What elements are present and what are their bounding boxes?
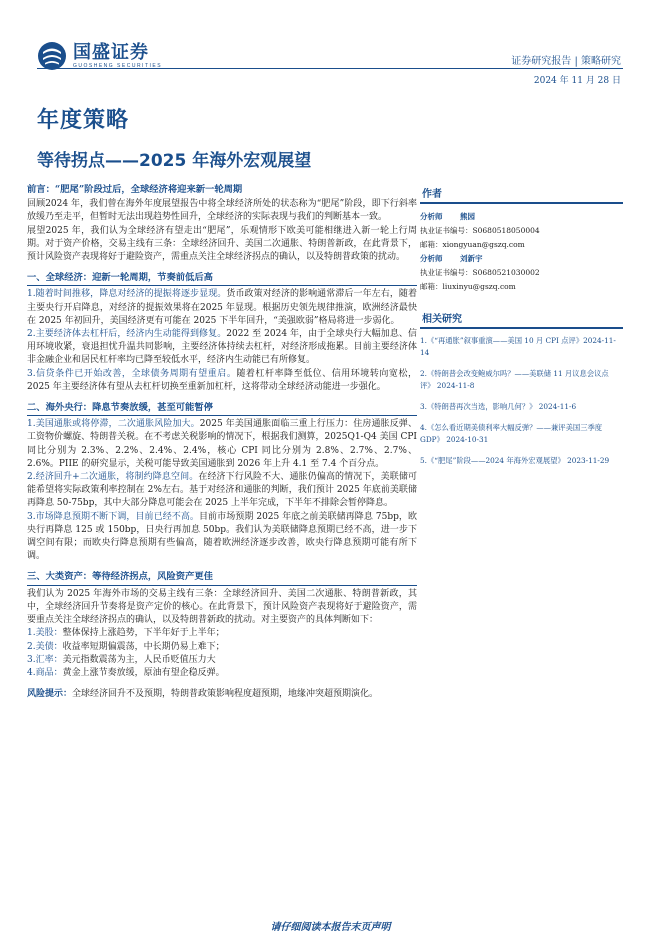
section-1-item-1: 1.随着时间推移，降息对经济的提振将逐步显现。货币政策对经济的影响通常滞后一年左右，随着主要央行开启降息，对经济的提振效果将在2025 年显现。根据历史领先规律推演，欧洲经济最快在 2025 年初回升，美国经济更有可能在 2025 下半年回升，“美强欧弱”格局将进一步弱化。 xyxy=(27,289,417,326)
section-1-heading: 一、全球经济：迎新一轮周期，节奏前低后高 xyxy=(27,271,417,286)
risk-warning: 风险提示：全球经济回升不及预期，特朗普政策影响程度超预期，地缘冲突超预期演化。 xyxy=(27,689,379,700)
report-title: 等待拐点——2025 年海外宏观展望 xyxy=(37,151,312,171)
report-date: 2024 年 11 月 28 日 xyxy=(533,76,621,86)
related-research-item[interactable]: 5.《“肥尾”阶段——2024 年海外宏观展望》 2023-11-29 xyxy=(420,456,610,465)
report-type-title: 年度策略 xyxy=(37,108,130,133)
report-category: 证券研究报告 | 策略研究 xyxy=(511,56,621,67)
author-1-name: 熊园 xyxy=(460,212,475,221)
section-2-item-3-highlight: 3.市场降息预期不断下调，目前已经不高。 xyxy=(27,511,199,522)
asset-item: 1.美股：整体保持上涨趋势，下半年好于上半年； xyxy=(27,628,225,639)
brand-name-cn: 国盛证券 xyxy=(73,41,149,63)
related-research-item[interactable]: 1.《“再通胀”叙事重演——美国 10 月 CPI 点评》2024-11-14 xyxy=(420,336,616,357)
author-2-cert: 执业证书编号：S0680521030002 xyxy=(420,268,540,277)
section-2-item-3: 3.市场降息预期不断下调，目前已经不高。目前市场预期 2025 年底之前美联储再降息 75bp，欧央行再降息 125 或 150bp，日央行再加息 50bp。我们认为美联储降息预期已经不高，进一步下调空间有限；而欧央行降息预期有些偏高，随着欧洲经济逐步改善，欧央行降息预期可能有所下调。 xyxy=(27,511,417,562)
author-2-name: 刘新宇 xyxy=(460,254,483,263)
section-2-heading: 二、海外央行：降息节奏放缓，甚至可能暂停 xyxy=(27,401,417,416)
risk-label: 风险提示： xyxy=(27,689,73,700)
section-1-item-2: 2.主要经济体去杠杆后，经济内生动能得到修复。2022 至 2024 年，由于全球央行大幅加息、信用环境收紧，衰退担忧升温共同影响，主要经济体持续去杠杆，对经济形成拖累。目前主要经济体非金融企业和居民杠杆率均已降至较低水平，经济内生动能已有所修复。 xyxy=(27,329,417,366)
asset-item: 4.商品：黄金上涨节奏放缓，原油有望企稳反弹。 xyxy=(27,667,225,678)
asset-item: 2.美债：收益率短期偏震荡，中长期仍易上难下； xyxy=(27,641,225,652)
author-2-row: 分析师 刘新宇 xyxy=(420,252,623,266)
related-research-item[interactable]: 4.《怎么看近期美债利率大幅反弹？——兼评美国三季度 GDP》 2024-10-31 xyxy=(420,423,603,444)
section-1-item-1-highlight: 1.随着时间推移，降息对经济的提振将逐步显现。 xyxy=(27,289,227,300)
section-2-item-1: 1.美国通胀或将停滞，二次通胀风险加大。2025 年美国通胀面临三重上行压力：住房通胀反弹、工资物价螺旋、特朗普关税。在不考虑关税影响的情况下，根据我们测算，2025Q1-Q4 美国 CPI 同比分别为 2.3%、2.2%、2.4%、2.4%，核心 CPI 同比分别为 2.8%、2.7%、2.7%、2.6%。PIIE 的研究显示，关税可能导致美国通胀到 2026 年上升 4.1 至 7.4 个百分点。 xyxy=(27,419,417,469)
header-divider xyxy=(37,68,623,69)
related-research-item[interactable]: 2.《特朗普会改变鲍威尔吗？——美联储 11 月议息会议点评》 2024-11-8 xyxy=(420,369,609,390)
intro-heading: 前言：“肥尾”阶段过后，全球经济将迎来新一轮周期 xyxy=(27,184,243,195)
section-2-item-1-highlight: 1.美国通胀或将停滞，二次通胀风险加大。 xyxy=(27,419,200,430)
author-1-cert: 执业证书编号：S0680518050004 xyxy=(420,226,540,235)
sidebar xyxy=(420,183,623,476)
section-1-item-3: 3.信贷条件已开始改善，全球债务周期有望重启。随着杠杆率降至低位、信用环境转向宽松，2025 年主要经济体有望从去杠杆切换至重新加杠杆，这将带动全球经济动能进一步强化。 xyxy=(27,368,417,392)
authors-heading: 作者 xyxy=(420,183,623,204)
brand-name-en: GUOSHENG SECURITIES xyxy=(73,62,163,69)
section-1-item-3-highlight: 3.信贷条件已开始改善，全球债务周期有望重启。 xyxy=(27,368,237,379)
related-research-item[interactable]: 3.《特朗普再次当选，影响几何？》 2024-11-6 xyxy=(420,402,577,411)
main-column xyxy=(27,183,417,701)
brand-logo xyxy=(37,36,187,76)
related-research-heading: 相关研究 xyxy=(420,308,623,329)
author-1-email: 邮箱：xiongyuan@gszq.com xyxy=(420,240,525,249)
intro-paragraph-1: 回顾2024 年，我们曾在海外年度展望报告中将全球经济所处的状态称为“肥尾”阶段，即下行斜率放缓乃至走平，但暂时无法出现趋势性回升，全球经济的实际表现与我们的判断基本一致。 xyxy=(27,199,417,223)
section-3-paragraph: 我们认为 2025 年海外市场的交易主线有三条：全球经济回升、美国二次通胀、特朗普新政，其中，全球经济回升节奏将是资产定价的核心。在此背景下，预计风险资产表现将好于避险资产，需要重点关注全球经济拐点的确认，以及特朗普新政的扰动。对主要资产的具体判断如下： xyxy=(27,588,417,626)
section-2-item-2-highlight: 2.经济回升+二次通胀，将制约降息空间。 xyxy=(27,472,199,483)
asset-item: 3.汇率：美元指数震荡为主，人民币贬值压力大 xyxy=(27,654,216,665)
section-1-item-2-highlight: 2.主要经济体去杠杆后，经济内生动能得到修复。 xyxy=(27,329,227,340)
author-1-row: 分析师 熊园 xyxy=(420,210,623,224)
intro-paragraph-2: 展望2025 年，我们认为全球经济有望走出“肥尾”，乐观情形下欧美可能相继进入新一轮上行周期。对于资产价格，交易主线有三条：全球经济回升、美国二次通胀、特朗普新政，在此背景下，预计风险资产表现将好于避险资产，需重点关注全球经济拐点的确认，以及特朗普政策的扰动。 xyxy=(27,225,417,263)
guosheng-logo-icon xyxy=(37,41,67,71)
section-3-heading: 三、大类资产：等待经济拐点，风险资产更佳 xyxy=(27,570,417,585)
footer-disclaimer: 请仔细阅读本报告末页声明 xyxy=(270,922,391,933)
author-2-email: 邮箱：liuxinyu@gszq.com xyxy=(420,282,516,291)
section-2-item-2: 2.经济回升+二次通胀，将制约降息空间。在经济下行风险不大、通胀仍偏高的情况下，美联储可能希望将实际政策利率控制在 2%左右。基于对经济和通胀的判断，我们预计 2025 年底前美联储再降息 50-75bp，其中大部分降息可能会在 2025 上半年完成，下半年不排除会暂停降息。 xyxy=(27,472,417,509)
